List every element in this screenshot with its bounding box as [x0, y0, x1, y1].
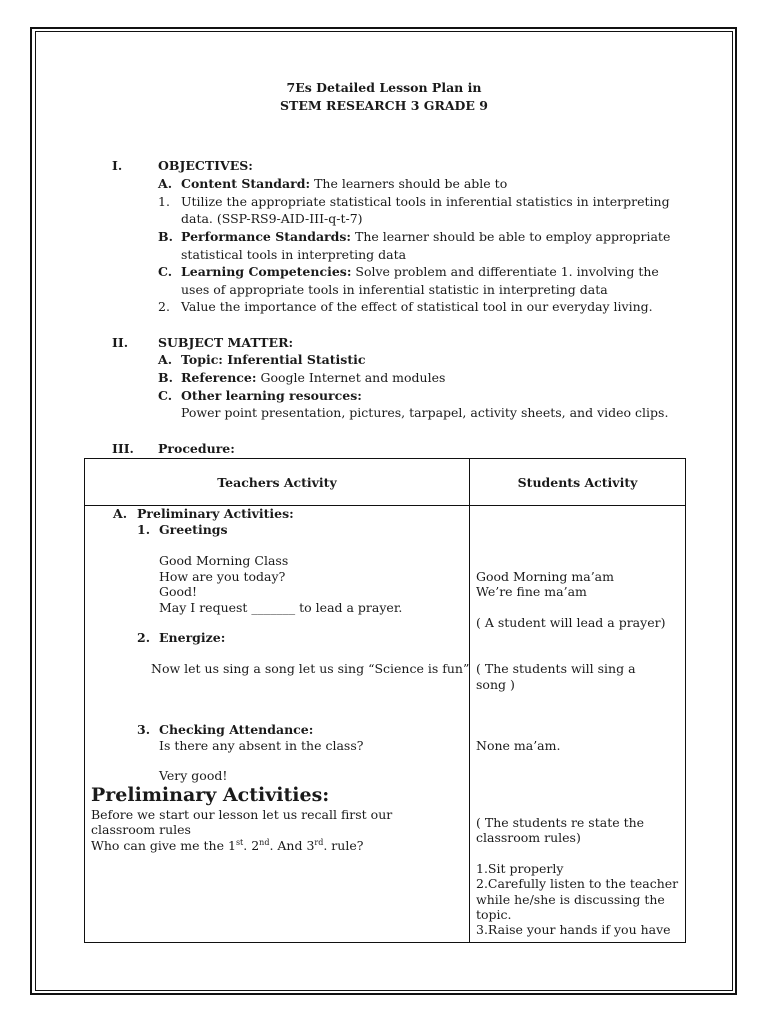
sm-reference: Reference: Google Internet and modules	[181, 370, 446, 385]
student-line-7: ( The students re state the	[476, 815, 645, 830]
obj-b-line2: statistical tools in interpreting data	[181, 247, 407, 262]
sm-c-label: C.	[158, 388, 173, 403]
obj-learning-competencies: Learning Competencies: Solve problem and differentiate 1. involving the	[181, 264, 659, 279]
title-line-1: 7Es Detailed Lesson Plan in	[286, 80, 482, 95]
sm-resources-list: Power point presentation, pictures, tarpapel, activity sheets, and video clips.	[181, 405, 669, 420]
rules-line-3: Who can give me the 1st. 2nd. And 3rd. rule?	[91, 837, 364, 853]
attendance-line-2: Very good!	[159, 768, 228, 783]
obj-item1-line2: data. (SSP-RS9-AID-III-q-t-7)	[181, 211, 363, 226]
rules-line-1: Before we start our lesson let us recall first our	[91, 807, 393, 822]
student-line-10: 2.Carefully listen to the teacher	[476, 876, 679, 891]
student-line-1: Good Morning ma’am	[476, 569, 614, 584]
energize-line-1: Now let us sing a song let us sing “Science is fun”	[151, 661, 470, 676]
obj-item1-line1: Utilize the appropriate statistical tools in inferential statistics in interpreting	[181, 194, 670, 209]
attendance-num: 3.	[137, 722, 151, 737]
attendance-heading: Checking Attendance:	[159, 722, 314, 737]
procedure-table	[84, 458, 686, 943]
sm-topic: Topic: Inferential Statistic	[181, 352, 366, 367]
obj-item1-num: 1.	[158, 194, 170, 209]
greet-line-4: May I request _______ to lead a prayer.	[159, 600, 403, 615]
objectives-heading: OBJECTIVES:	[158, 158, 253, 173]
rules-line-2: classroom rules	[91, 822, 191, 837]
obj-item2-text: Value the importance of the effect of statistical tool in our everyday living.	[181, 299, 653, 314]
student-line-8: classroom rules)	[476, 830, 581, 845]
obj-item2-num: 2.	[158, 299, 170, 314]
preliminary-activities-big-heading: Preliminary Activities:	[91, 784, 330, 806]
teacher-activity-cell	[85, 506, 470, 943]
prelim-heading: Preliminary Activities:	[137, 506, 294, 521]
student-line-9: 1.Sit properly	[476, 861, 564, 876]
obj-c-label: C.	[158, 264, 173, 279]
obj-c-line2: uses of appropriate tools in inferential statistic in interpreting data	[181, 282, 608, 297]
student-activity-cell	[470, 506, 686, 943]
obj-b-label: B.	[158, 229, 173, 244]
prelim-label: A.	[113, 506, 128, 521]
greetings-heading: Greetings	[159, 522, 228, 537]
student-line-11: while he/she is discussing the	[476, 892, 665, 907]
column-header-student: Students Activity	[470, 459, 686, 506]
greet-line-1: Good Morning Class	[159, 553, 289, 568]
energize-num: 2.	[137, 630, 151, 645]
greet-line-3: Good!	[159, 584, 198, 599]
obj-performance-standards: Performance Standards: The learner should be able to employ appropriate	[181, 229, 671, 244]
student-line-3: ( A student will lead a prayer)	[476, 615, 666, 630]
section-num-1: I.	[112, 158, 123, 173]
obj-a-label: A.	[158, 176, 173, 191]
greetings-num: 1.	[137, 522, 151, 537]
attendance-line-1: Is there any absent in the class?	[159, 738, 364, 753]
sm-b-label: B.	[158, 370, 173, 385]
column-header-teacher: Teachers Activity	[85, 459, 470, 506]
title-line-2: STEM RESEARCH 3 GRADE 9	[280, 98, 488, 113]
student-line-6: None ma’am.	[476, 738, 561, 753]
subject-matter-heading: SUBJECT MATTER:	[158, 335, 294, 350]
sm-a-label: A.	[158, 352, 173, 367]
student-line-5: song )	[476, 677, 515, 692]
student-line-12: topic.	[476, 907, 512, 922]
energize-heading: Energize:	[159, 630, 226, 645]
student-line-4: ( The students will sing a	[476, 661, 636, 676]
greet-line-2: How are you today?	[159, 569, 286, 584]
obj-content-standard: Content Standard: The learners should be able to	[181, 176, 508, 191]
student-line-13: 3.Raise your hands if you have	[476, 922, 671, 937]
student-line-2: We’re fine ma’am	[476, 584, 587, 599]
procedure-heading: Procedure:	[158, 441, 235, 456]
section-num-3: III.	[112, 441, 134, 456]
section-num-2: II.	[112, 335, 129, 350]
sm-other-resources: Other learning resources:	[181, 388, 362, 403]
